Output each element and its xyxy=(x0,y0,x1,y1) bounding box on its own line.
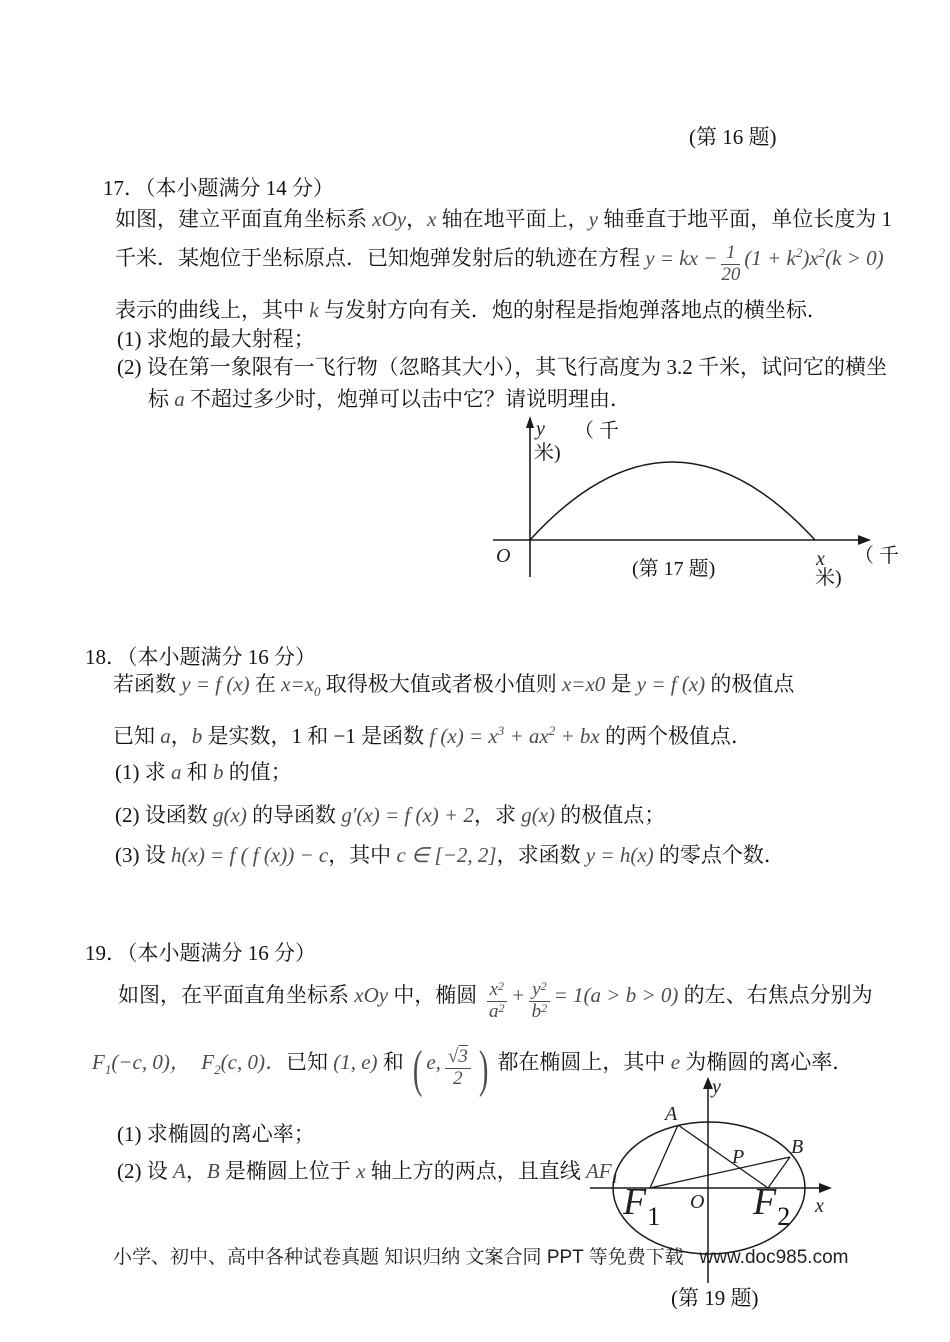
origin-label: O xyxy=(496,545,511,567)
text-run: 轴上方的两点，且直线 xyxy=(365,1159,586,1183)
text-run: 与发射方向有关．炮的射程是指炮弹落地点的横坐标． xyxy=(318,298,828,322)
text-run: (1) 求炮的最大射程； xyxy=(117,327,315,351)
x-axis-label: x xyxy=(816,548,825,570)
math-run: x xyxy=(427,207,437,231)
math-run: y = f (x) xyxy=(636,672,706,696)
text-run: ，求 xyxy=(473,803,522,827)
subscript: 1 xyxy=(104,1061,112,1077)
exponent: 2 xyxy=(498,1000,505,1015)
text-run: 表示的曲线上，其中 xyxy=(115,298,310,322)
text-run: 的极值点 xyxy=(705,672,795,696)
exponent: 2 xyxy=(540,979,547,993)
math-run: xOy xyxy=(354,982,389,1007)
math-run: f (x) = x xyxy=(429,724,498,748)
math-run: x xyxy=(356,1159,366,1183)
y-unit-label-b: 米) xyxy=(534,442,561,464)
math-run: c ∈ [−2, 2] xyxy=(396,843,497,867)
text-run: (3) 设 xyxy=(115,843,171,867)
fig19-caption: (第 19 题) xyxy=(671,1286,759,1310)
fraction-denominator: 20 xyxy=(721,264,741,285)
math-run: = 1(a > b > 0) xyxy=(553,982,679,1007)
p18-line2 xyxy=(113,718,752,749)
text-run: 是 xyxy=(605,672,637,696)
math-run: + xyxy=(511,982,526,1007)
math-run: (1 + k xyxy=(744,246,796,270)
p18-item3 xyxy=(115,843,785,868)
fraction-denominator xyxy=(529,1002,549,1023)
text-run: ， xyxy=(170,724,192,748)
math-run: g(x) xyxy=(521,803,556,827)
left-paren: ( xyxy=(412,1040,423,1098)
x-axis-arrow xyxy=(858,535,871,545)
p19-header xyxy=(85,941,316,966)
fraction-numerator xyxy=(445,1047,471,1069)
ellipse-figure xyxy=(585,1072,840,1287)
x-unit-label-b: 米) xyxy=(815,567,842,589)
radical-sign: √ xyxy=(447,1046,459,1067)
focus2-letter: F xyxy=(753,1181,777,1223)
text-run: 若函数 xyxy=(113,672,182,696)
text-run: ， xyxy=(406,207,428,231)
fraction-numerator xyxy=(529,980,549,1002)
text-run: 如图，建立平面直角坐标系 xyxy=(115,207,373,231)
text-run: 都在椭圆上，其中 xyxy=(492,1049,671,1074)
origin-label: O xyxy=(690,1191,705,1213)
y-unit-label-a: （ 千 xyxy=(574,420,619,442)
focus1-letter: F xyxy=(623,1181,647,1223)
text-run: ，求函数 xyxy=(496,843,586,867)
text-run: 标 xyxy=(148,387,175,411)
text-run: 不超过多少时，炮弹可以击中它？请说明理由． xyxy=(184,387,631,411)
trajectory-curve xyxy=(530,462,815,540)
text-run: 轴在地平面上， xyxy=(436,207,589,231)
text-run: (2) 设函数 xyxy=(115,803,213,827)
math-run: x=x xyxy=(281,672,314,696)
p18-item2 xyxy=(115,803,665,828)
text-run: 如图，在平面直角坐标系 xyxy=(118,982,355,1007)
y-axis-label: y xyxy=(536,418,545,440)
text-run: 为椭圆的离心率． xyxy=(680,1049,854,1074)
fig17-caption: (第 17 题) xyxy=(632,558,716,580)
math-run: a xyxy=(160,724,171,748)
math-run: e, xyxy=(426,1049,441,1074)
math-run: h(x) = f ( f (x)) − c xyxy=(171,843,329,867)
math-run: a xyxy=(171,760,182,784)
exponent: 3 xyxy=(497,723,505,738)
fraction-numerator: 1 xyxy=(721,243,740,265)
math-run: y xyxy=(532,979,541,1000)
text-run: 是椭圆上位于 xyxy=(219,1159,357,1183)
p19-item2 xyxy=(117,1159,618,1191)
text-run: 取得极大值或者极小值则 xyxy=(320,672,562,696)
math-run: a xyxy=(174,387,185,411)
p17-item2-line2 xyxy=(148,387,631,412)
p17-line3 xyxy=(115,298,828,323)
math-run: y = f (x) xyxy=(181,672,250,696)
math-run: B xyxy=(206,1159,220,1183)
fraction xyxy=(445,1047,471,1090)
math-run: AF xyxy=(585,1159,612,1183)
fraction-numerator xyxy=(487,980,507,1002)
p17-line1 xyxy=(115,207,892,232)
text-run: 和 xyxy=(181,760,213,784)
p19-line1 xyxy=(118,980,873,1023)
point-B-label: B xyxy=(791,1136,804,1158)
p17-line2 xyxy=(115,240,884,286)
fraction xyxy=(487,980,507,1023)
math-run: y = kx − xyxy=(645,246,718,270)
text-run: 的极值点； xyxy=(555,803,666,827)
math-run: A xyxy=(173,1159,186,1183)
subscript: 1 xyxy=(611,1171,619,1186)
p18-line1 xyxy=(113,672,794,704)
text-run: (1) 求 xyxy=(115,760,171,784)
text-run: 19．（本小题满分 16 分） xyxy=(85,941,316,965)
fraction xyxy=(721,243,740,286)
exponent: 2 xyxy=(795,245,803,260)
math-run: k xyxy=(309,298,319,322)
text-run: 17．（本小题满分 14 分） xyxy=(103,176,334,200)
math-run: g′(x) = f (x) + 2 xyxy=(341,803,474,827)
text-run: 千米．某炮位于坐标原点．已知炮弹发射后的轨迹在方程 xyxy=(115,246,646,270)
p17-item2-line1 xyxy=(117,355,887,380)
math-run: x=x0 xyxy=(561,672,606,696)
x-axis-label: x xyxy=(815,1195,824,1217)
math-run: g(x) xyxy=(213,803,247,827)
math-run: y xyxy=(588,207,598,231)
math-run: (1, e) xyxy=(333,1049,378,1074)
trajectory-figure xyxy=(460,415,910,595)
text-run: ， xyxy=(185,1159,207,1183)
text-run: 已知 xyxy=(285,1049,334,1074)
text-run: 中，椭圆 xyxy=(388,982,483,1007)
math-run: (−c, 0)， F xyxy=(111,1049,215,1074)
math-run: )x xyxy=(802,246,819,270)
fraction xyxy=(529,980,549,1023)
text-run: (1) 求椭圆的离心率； xyxy=(117,1122,315,1146)
math-run: b xyxy=(191,724,203,748)
text-run: 轴垂直于地平面，单位长度为 1 xyxy=(597,207,892,231)
text-run: 在 xyxy=(249,672,282,696)
focus2-subscript: 2 xyxy=(777,1202,791,1231)
text-run: 和 xyxy=(377,1049,410,1074)
text-run: 的导函数 xyxy=(246,803,342,827)
p17-item1 xyxy=(117,327,315,352)
math-run: e xyxy=(670,1049,681,1074)
x-unit-label-a: （ 千 xyxy=(854,545,899,567)
text-run: 的零点个数． xyxy=(653,843,785,867)
text-run: 18．（本小题满分 16 分） xyxy=(85,645,316,669)
p18-item1 xyxy=(115,760,292,785)
subscript: 2 xyxy=(214,1061,221,1077)
text-run: (2) 设在第一象限有一飞行物（忽略其大小），其飞行高度为 3.2 千米，试问它的横坐 xyxy=(117,355,887,379)
text-run: ，其中 xyxy=(328,843,397,867)
math-run: xOy xyxy=(372,207,407,231)
math-run: F xyxy=(92,1049,105,1074)
math-run: b xyxy=(531,1000,542,1022)
radicand: 3 xyxy=(458,1046,468,1067)
p19-item1 xyxy=(117,1122,315,1147)
math-run: y = h(x) xyxy=(585,843,654,867)
math-run: (c, 0)． xyxy=(220,1049,286,1074)
math-run: (k > 0) xyxy=(825,246,884,270)
math-run: + bx xyxy=(555,724,600,748)
text-run: 的值； xyxy=(223,760,292,784)
p17-header xyxy=(103,176,334,201)
text-run: 的两个极值点． xyxy=(599,724,752,748)
text-run: 是实数，1 和 −1 是函数 xyxy=(202,724,430,748)
p18-header xyxy=(85,645,316,670)
right-paren: ) xyxy=(478,1040,489,1098)
exponent: 2 xyxy=(541,1000,548,1015)
fraction-denominator xyxy=(487,1002,507,1023)
exponent: 2 xyxy=(498,979,504,993)
math-run: a xyxy=(489,1000,499,1022)
point-P-label: P xyxy=(732,1146,745,1168)
math-run: b xyxy=(213,760,224,784)
site-watermark: 小学、初中、高中各种试卷真题 知识归纳 文案合同 PPT 等免费下载 www.doc985.com xyxy=(113,1247,849,1268)
y-axis-label: y xyxy=(712,1076,721,1098)
exponent: 2 xyxy=(548,723,556,738)
y-axis-arrow xyxy=(526,416,534,428)
point-A-label: A xyxy=(665,1103,678,1125)
math-run: + ax xyxy=(504,724,549,748)
text-run: (2) 设 xyxy=(117,1159,173,1183)
subscript: 0 xyxy=(313,684,321,699)
text-run: 已知 xyxy=(113,724,161,748)
math-run: x xyxy=(489,979,498,1000)
text-run: 的左、右焦点分别为 xyxy=(678,982,873,1007)
exponent: 2 xyxy=(818,245,826,260)
x-axis-arrow xyxy=(819,1183,832,1193)
fraction-denominator: 2 xyxy=(453,1067,463,1089)
focus1-subscript: 1 xyxy=(647,1202,661,1231)
fig16-caption: (第 16 题) xyxy=(689,125,777,149)
